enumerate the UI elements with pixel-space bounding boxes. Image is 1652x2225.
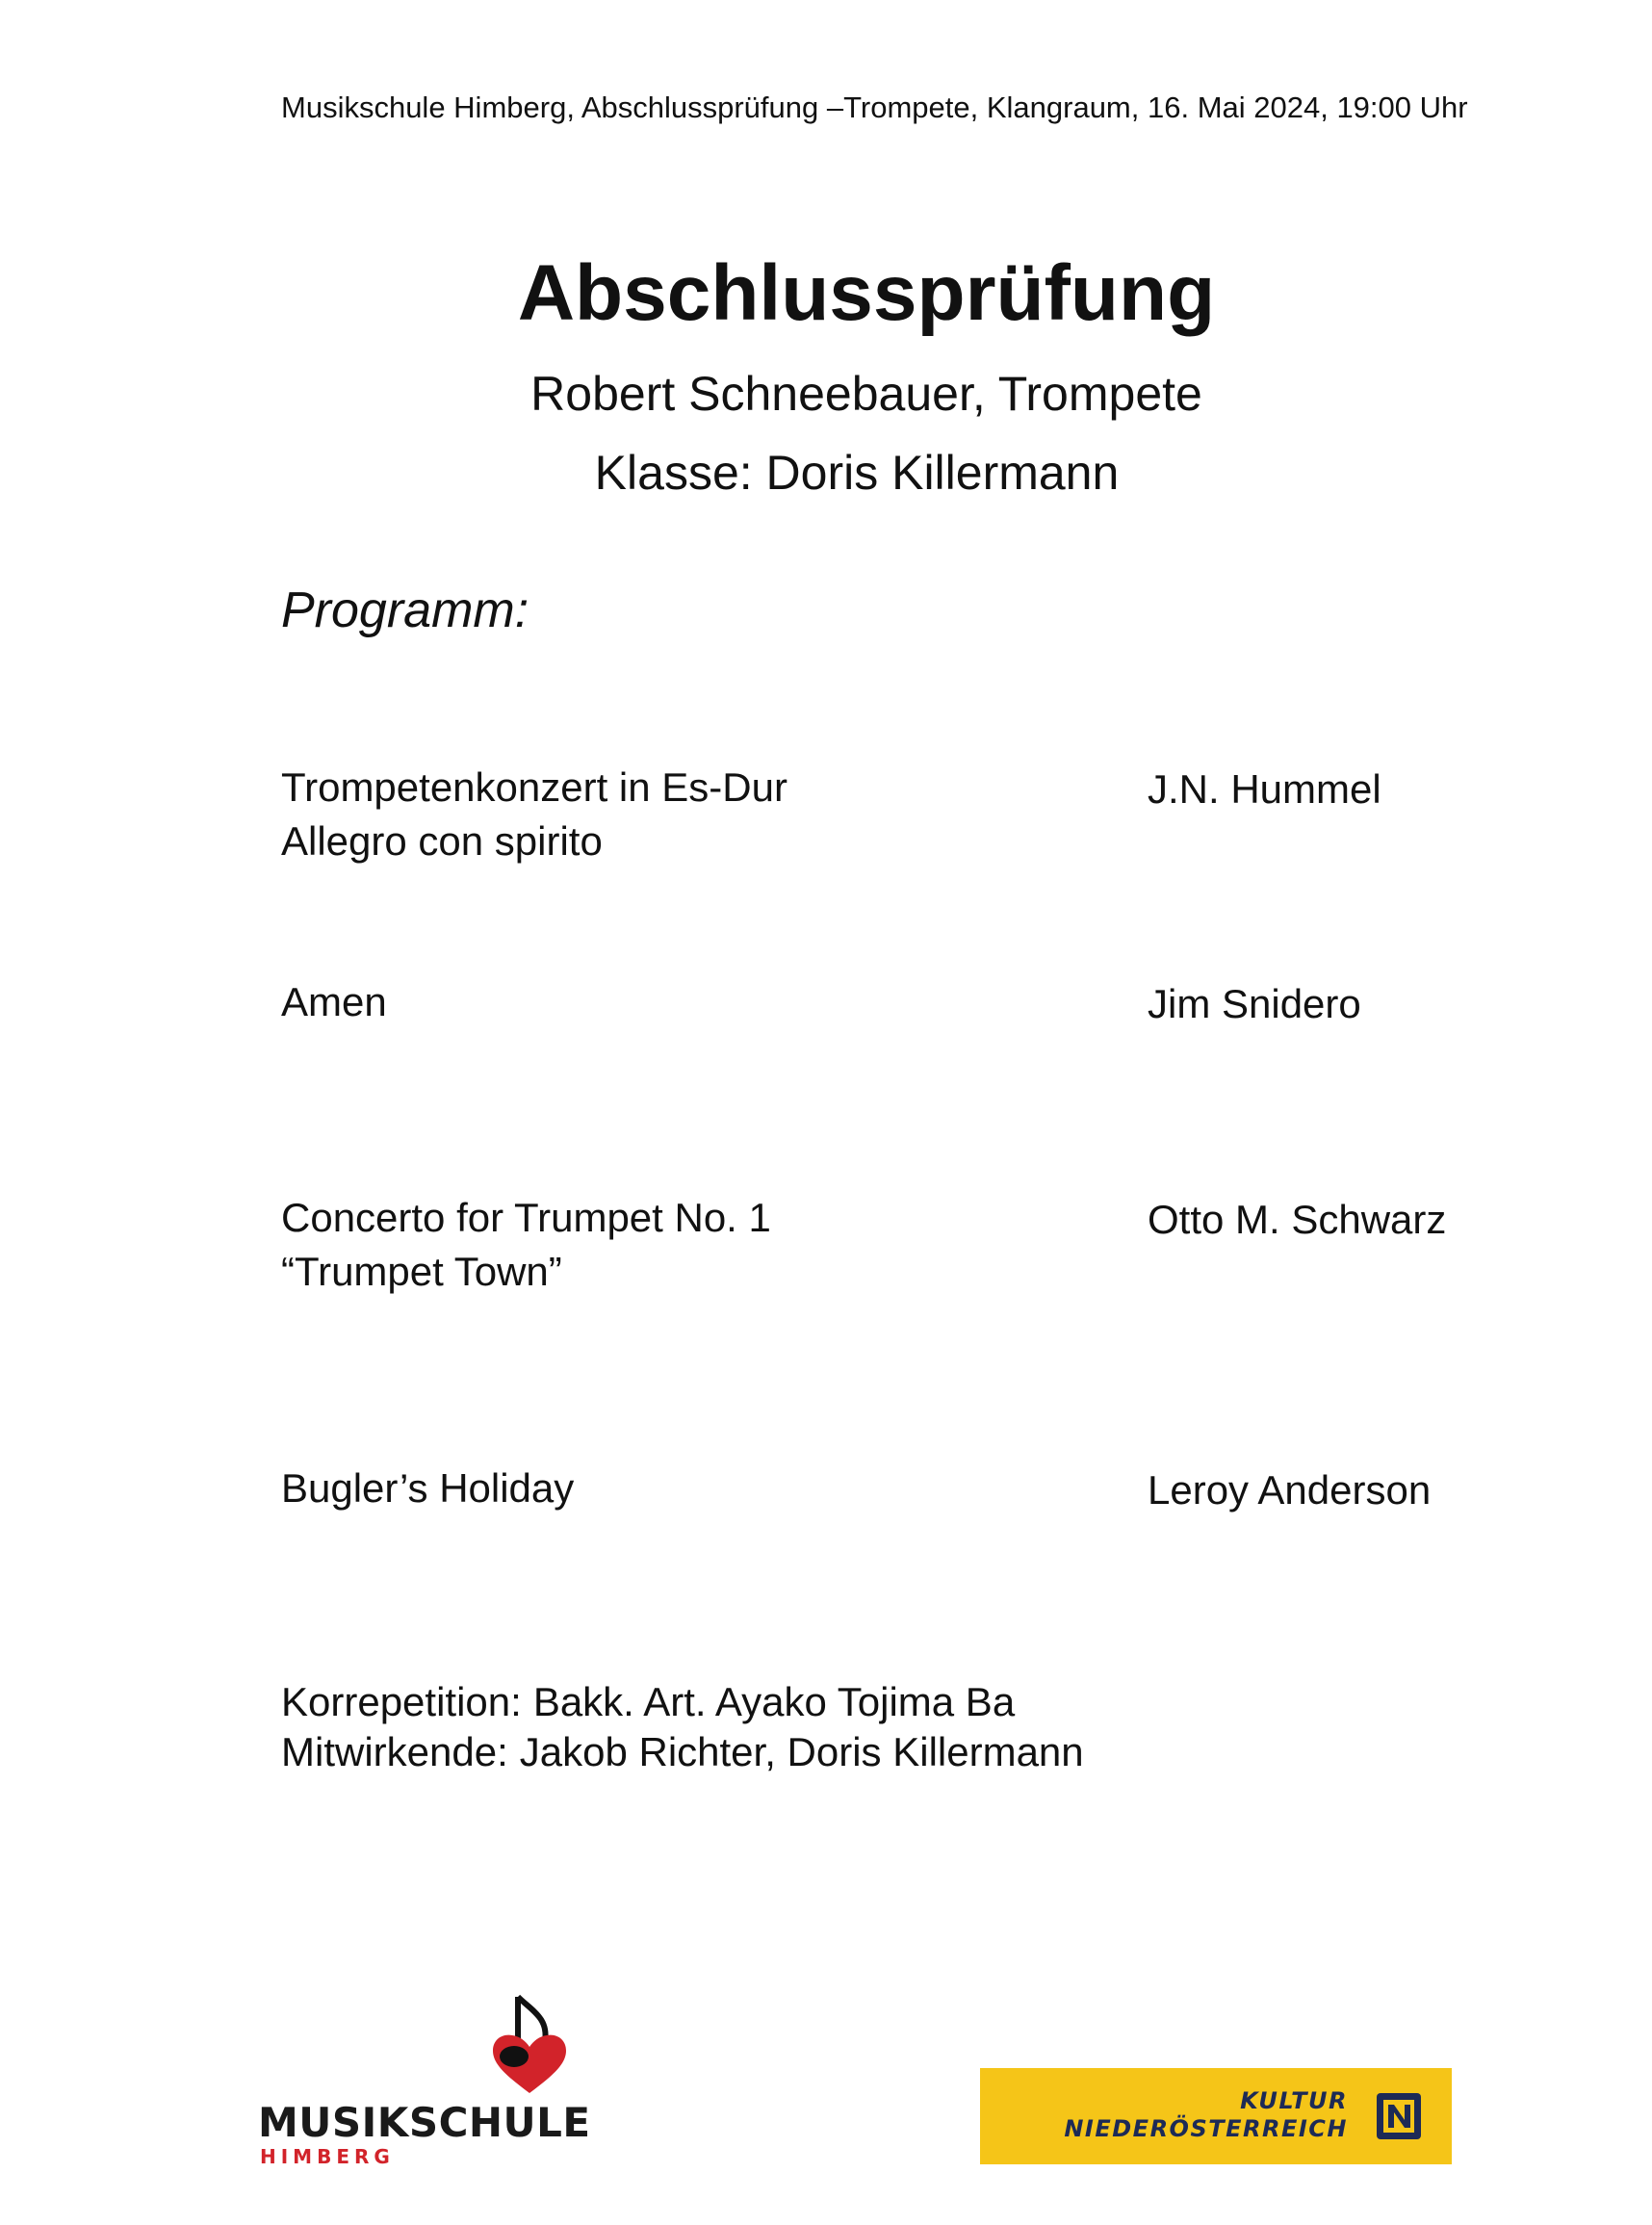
credits	[281, 1677, 1084, 1777]
kultur-logo-line1: KULTUR	[1240, 2087, 1348, 2114]
program-item	[281, 1191, 1629, 1299]
credit-value: Bakk. Art. Ayako Tojima Ba	[532, 1679, 1016, 1724]
piece-title: Bugler’s Holiday	[281, 1465, 575, 1511]
kultur-logo-text	[1064, 2087, 1348, 2143]
piece-composer: Otto M. Schwarz	[1148, 1197, 1447, 1242]
class-line: Klasse: Doris Killermann	[594, 446, 1120, 500]
piece-composer: Jim Snidero	[1148, 981, 1361, 1026]
credit-value: Jakob Richter, Doris Killermann	[519, 1729, 1084, 1774]
kultur-logo-line2: NIEDERÖSTERREICH	[1064, 2115, 1348, 2142]
event-header: Musikschule Himberg, Abschlussprüfung –Trompete, Klangraum, 16. Mai 2024, 19:00 Uhr	[281, 91, 1468, 124]
piece-composer: J.N. Hummel	[1148, 766, 1381, 812]
piece-subtitle: Allegro con spirito	[281, 818, 603, 864]
music-note-heart-icon	[489, 1991, 570, 2099]
page-title: Abschlussprüfung	[517, 249, 1216, 337]
program-item	[281, 761, 1629, 868]
credit-line	[281, 1677, 1084, 1727]
credit-label: Mitwirkende:	[281, 1729, 508, 1774]
kultur-niederoesterreich-logo	[980, 2068, 1452, 2164]
lower-austria-emblem-icon	[1375, 2091, 1423, 2141]
piece-composer: Leroy Anderson	[1148, 1467, 1432, 1513]
piece-title: Concerto for Trumpet No. 1	[281, 1195, 771, 1240]
performer-line: Robert Schneebauer, Trompete	[530, 367, 1202, 421]
music-school-logo	[258, 1991, 614, 2168]
program-item	[281, 1462, 1629, 1515]
piece-subtitle: “Trumpet Town”	[281, 1249, 562, 1294]
school-logo-subname: HIMBERG	[260, 2145, 395, 2168]
piece-title: Amen	[281, 979, 387, 1024]
program-item	[281, 975, 1629, 1029]
school-logo-name: MUSIKSCHULE	[258, 2099, 591, 2146]
credit-label: Korrepetition:	[281, 1679, 522, 1724]
credit-line	[281, 1727, 1084, 1777]
program-heading: Programm:	[281, 582, 529, 638]
piece-title: Trompetenkonzert in Es-Dur	[281, 764, 787, 810]
